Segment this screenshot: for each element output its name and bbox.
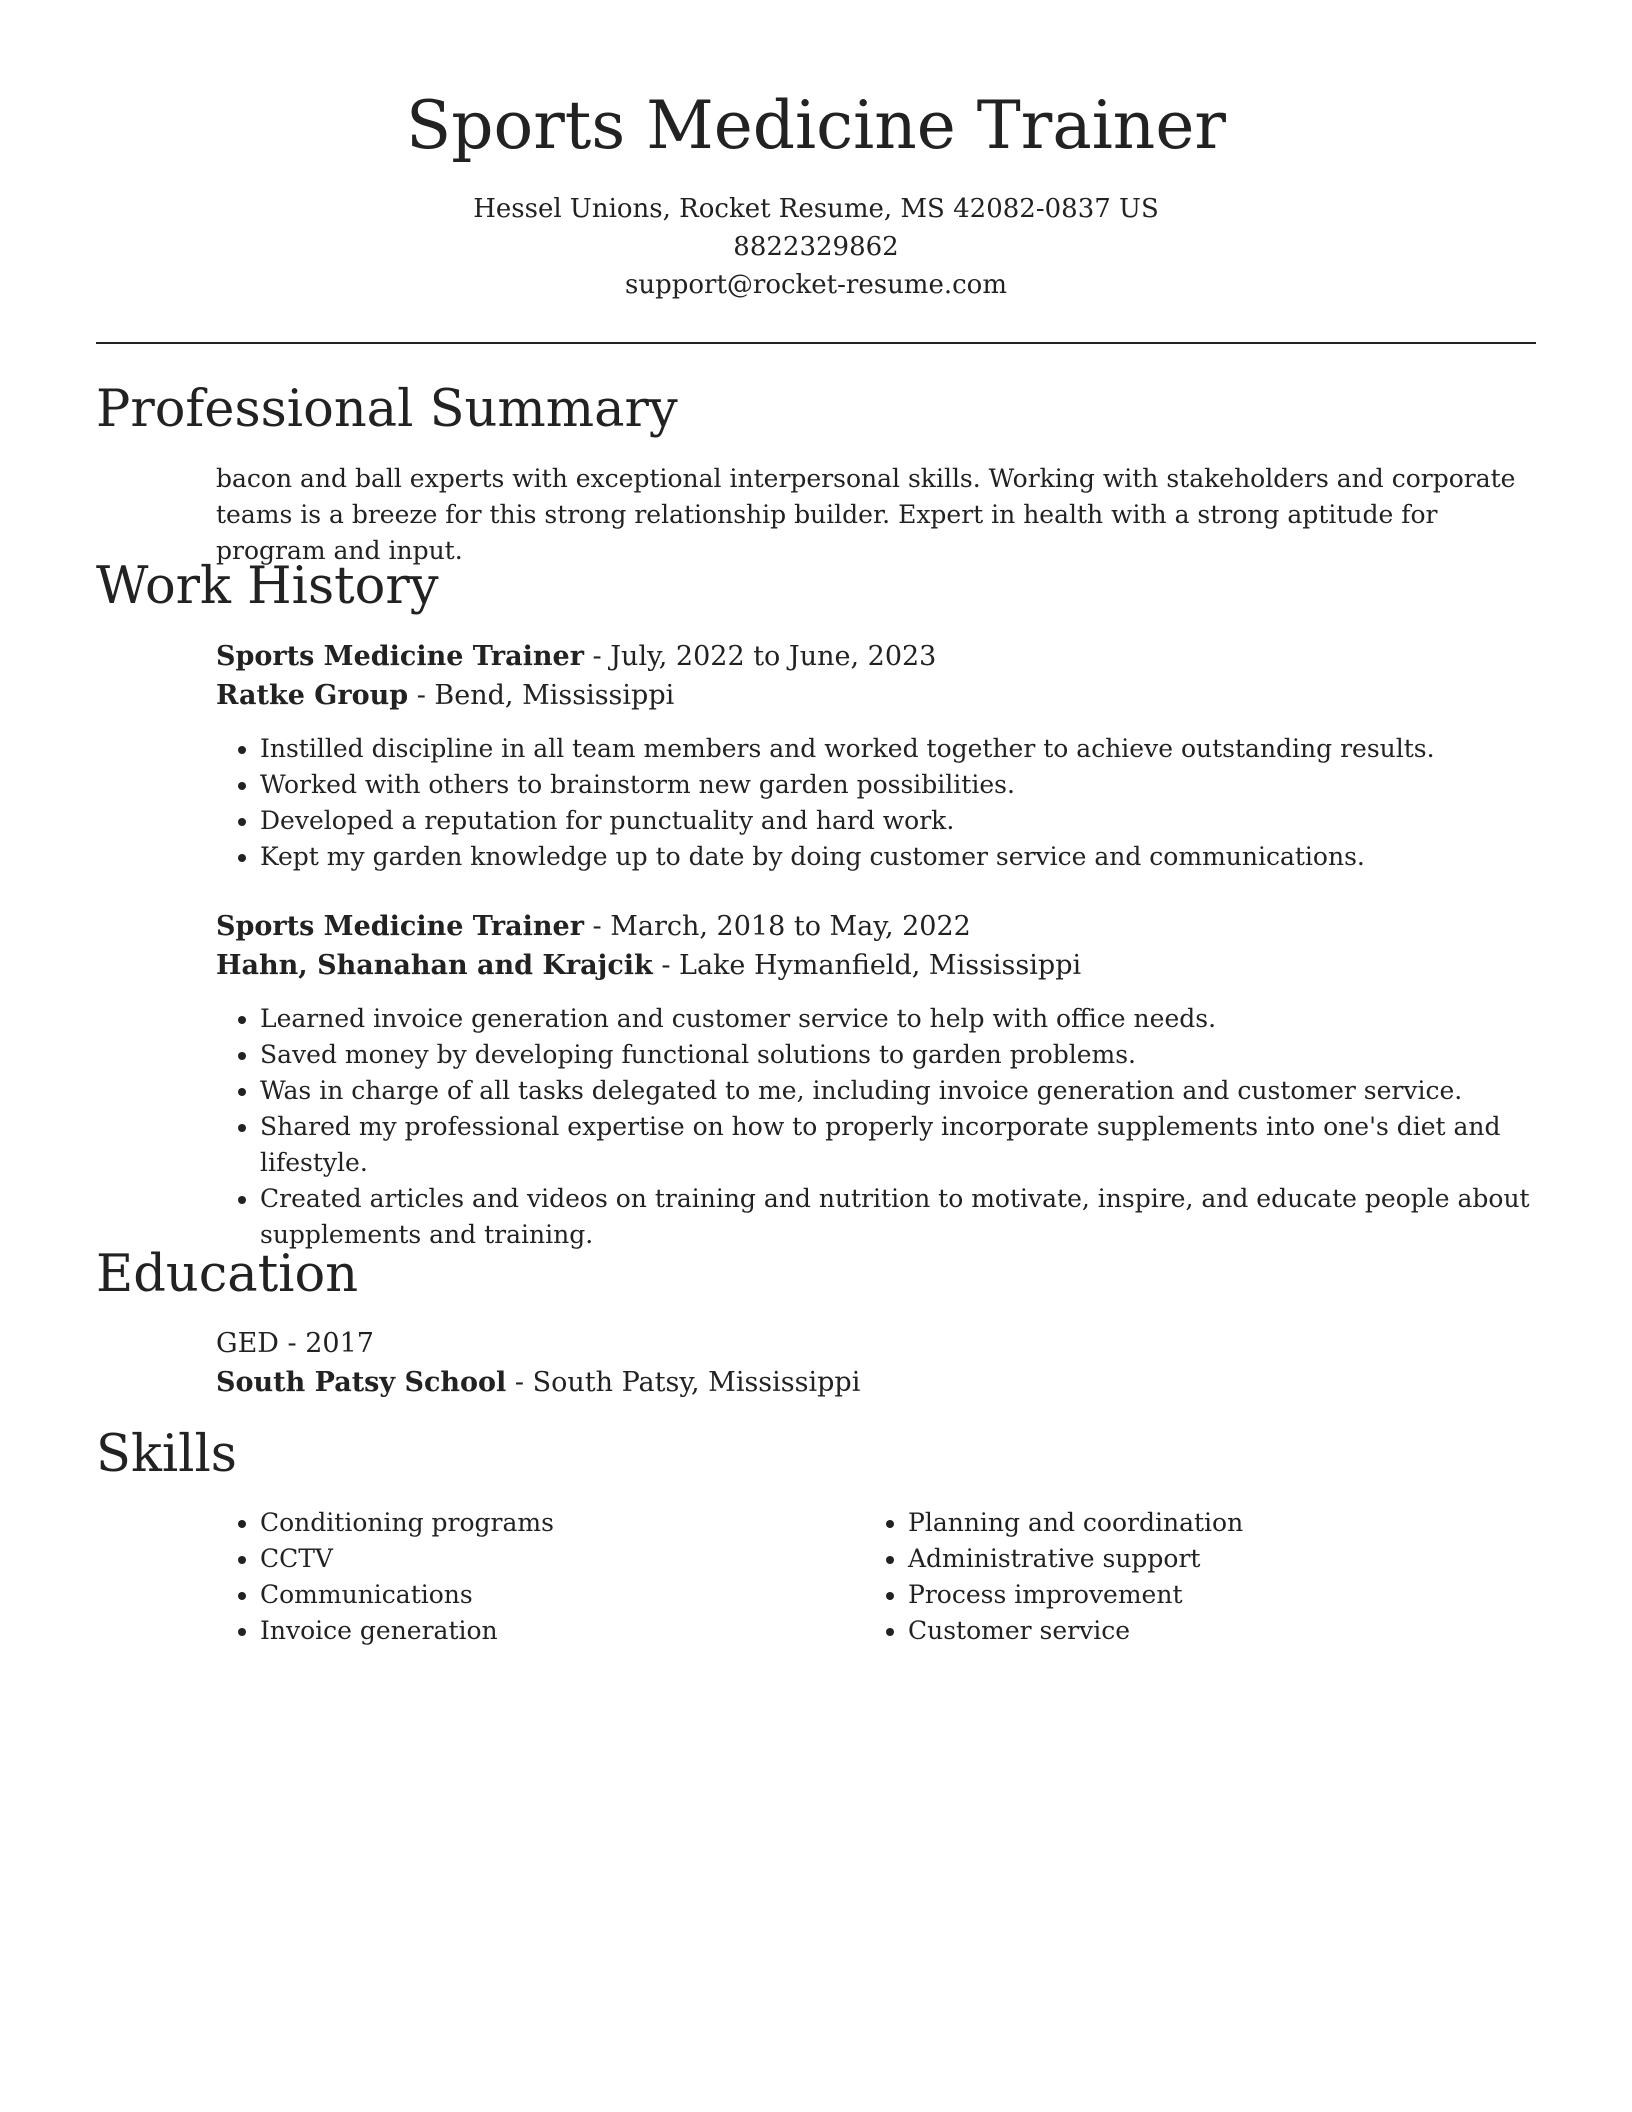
work-history-heading: Work History <box>96 557 439 616</box>
job-location: - Lake Hymanfield, Mississippi <box>652 950 1082 981</box>
education-school-line <box>216 1363 1536 1402</box>
job-company: Ratke Group <box>216 680 409 711</box>
education-degree: GED - 2017 <box>216 1328 374 1359</box>
header-divider <box>96 342 1536 344</box>
list-item: • Invoice generation <box>260 1613 856 1649</box>
candidate-name: Sports Medicine Trainer <box>406 87 1226 164</box>
list-item: • Kept my garden knowledge up to date by doing customer service and communications. <box>260 839 1536 875</box>
job-entry <box>216 907 1536 1253</box>
education-heading: Education <box>96 1245 359 1304</box>
job-location: - Bend, Mississippi <box>408 680 675 711</box>
job-company-line <box>216 946 1536 985</box>
list-item: • Instilled discipline in all team members and worked together to achieve outstanding results. <box>260 731 1536 767</box>
summary-heading: Professional Summary <box>96 380 678 439</box>
contact-phone: 8822329862 <box>733 232 899 262</box>
education-entry <box>216 1324 1536 1402</box>
list-item: • Learned invoice generation and customer service to help with office needs. <box>260 1001 1536 1037</box>
skills-column-left <box>216 1505 856 1649</box>
job-company: Hahn, Shanahan and Krajcik <box>216 950 653 981</box>
job-entry <box>216 637 1536 875</box>
contact-address: Hessel Unions, Rocket Resume, MS 42082-0837 US <box>473 194 1159 224</box>
list-item: • Planning and coordination <box>908 1505 1504 1541</box>
skills-column-right <box>864 1505 1504 1649</box>
job-title-line <box>216 637 1536 676</box>
summary-text: bacon and ball experts with exceptional interpersonal skills. Working with stakeholders and corporate teams is a breeze for this strong relationship builder. Expert in health with a strong aptitude for program and input. <box>216 464 1516 565</box>
education-school: South Patsy School <box>216 1367 507 1398</box>
list-item: • Created articles and videos on training and nutrition to motivate, inspire, and educate people about supplements and training. <box>260 1181 1536 1253</box>
job-dates: - March, 2018 to May, 2022 <box>583 911 971 942</box>
list-item: • Administrative support <box>908 1541 1504 1577</box>
list-item: • Communications <box>260 1577 856 1613</box>
summary-body <box>216 461 1536 569</box>
list-item: • Conditioning programs <box>260 1505 856 1541</box>
list-item: • Worked with others to brainstorm new garden possibilities. <box>260 767 1536 803</box>
job-title-line <box>216 907 1536 946</box>
list-item: • CCTV <box>260 1541 856 1577</box>
list-item: • Saved money by developing functional solutions to garden problems. <box>260 1037 1536 1073</box>
list-item: • Process improvement <box>908 1577 1504 1613</box>
job-company-line <box>216 676 1536 715</box>
job-position: Sports Medicine Trainer <box>216 911 584 942</box>
skills-heading: Skills <box>96 1425 237 1484</box>
job-dates: - July, 2022 to June, 2023 <box>583 641 937 672</box>
list-item: • Customer service <box>908 1613 1504 1649</box>
list-item: • Was in charge of all tasks delegated to me, including invoice generation and customer service. <box>260 1073 1536 1109</box>
contact-email: support@rocket-resume.com <box>624 270 1007 300</box>
list-item: • Developed a reputation for punctuality and hard work. <box>260 803 1536 839</box>
skills-bullets-left <box>216 1505 856 1649</box>
skills-list <box>216 1505 1536 1655</box>
job-bullets <box>216 731 1536 875</box>
job-bullets <box>216 1001 1536 1253</box>
contact-info <box>96 190 1536 304</box>
education-location: - South Patsy, Mississippi <box>506 1367 861 1398</box>
list-item: • Shared my professional expertise on how to properly incorporate supplements into one's diet and lifestyle. <box>260 1109 1536 1181</box>
job-position: Sports Medicine Trainer <box>216 641 584 672</box>
skills-bullets-right <box>864 1505 1504 1649</box>
